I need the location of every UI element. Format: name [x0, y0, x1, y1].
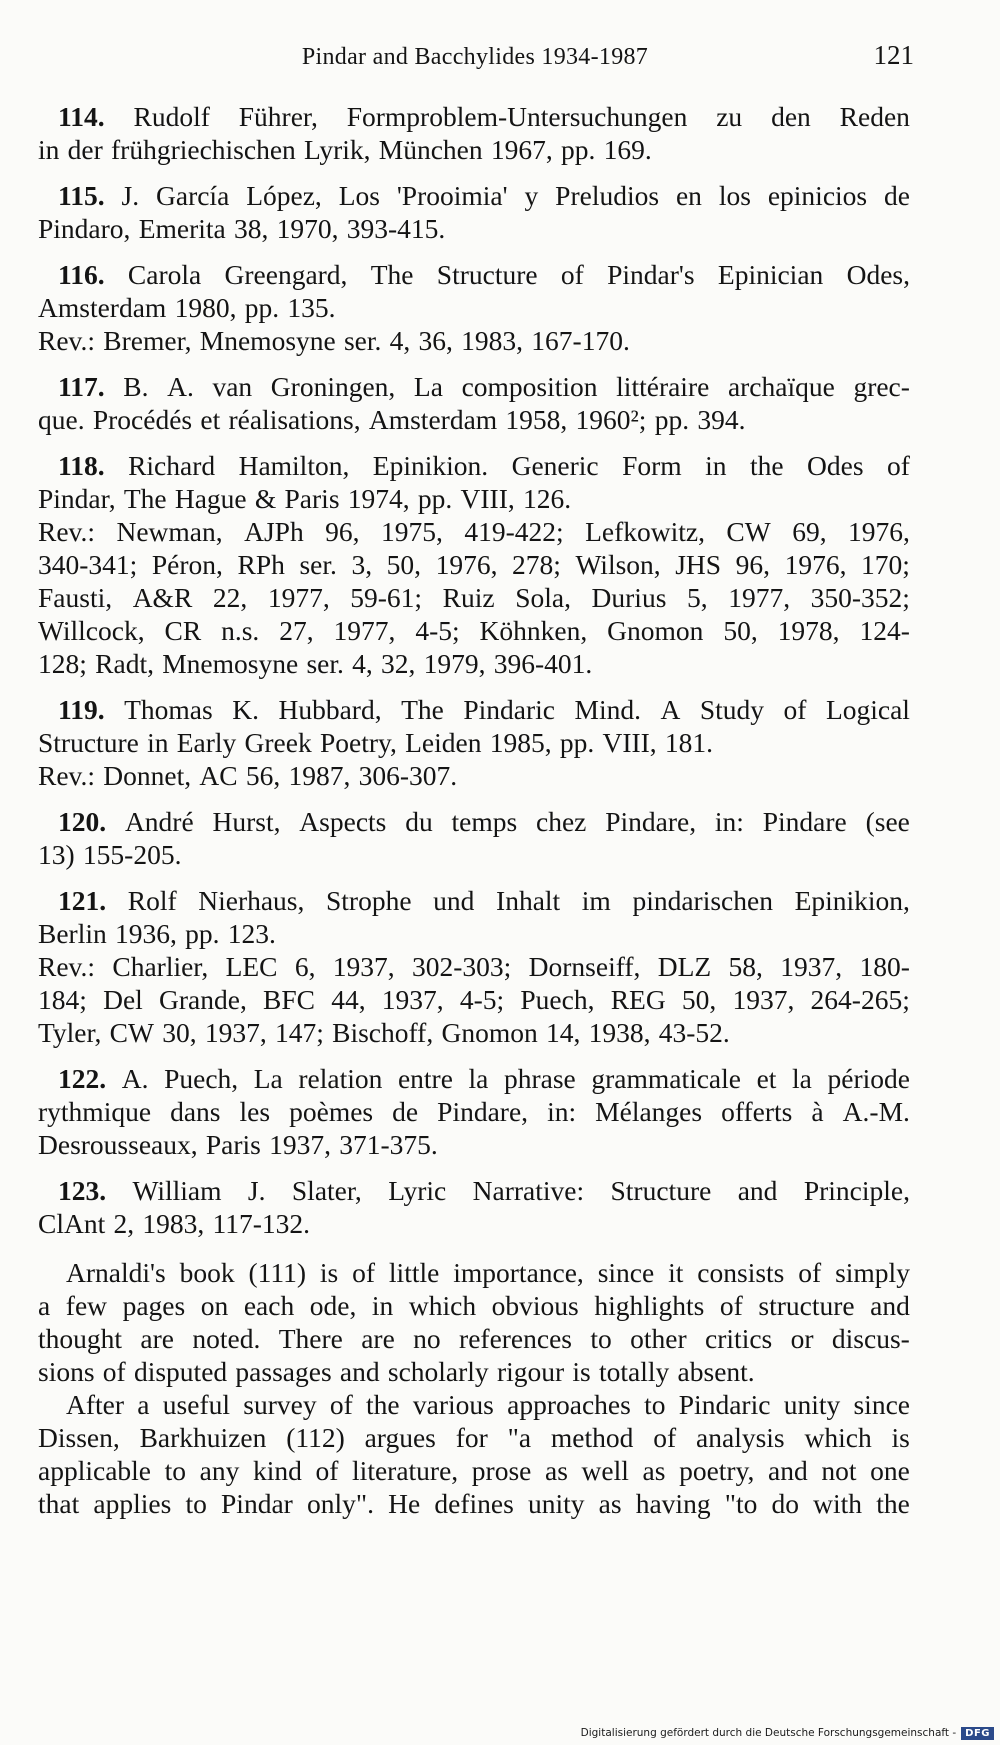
entry-line: Rev.: Donnet, AC 56, 1987, 306-307.: [38, 760, 458, 791]
paragraph: [38, 1388, 910, 1520]
bibliography-entry: [38, 179, 910, 245]
bibliography-entry: [38, 370, 910, 436]
page-number: 121: [873, 40, 914, 70]
bibliography-entry: [38, 805, 910, 871]
entry-first-line: 120. André Hurst, Aspects du temps chez Pindare, in: Pindare (see: [58, 806, 910, 837]
entry-first-line: 114. Rudolf Führer, Formproblem-Untersuchungen zu den Reden: [58, 101, 910, 132]
page-header: [40, 40, 914, 80]
entry-line: Pindaro, Emerita 38, 1970, 393-415.: [38, 213, 446, 244]
bibliography-entry: [38, 693, 910, 792]
paragraph-line: Dissen, Barkhuizen (112) argues for "a method of analysis which is: [38, 1422, 910, 1453]
bibliography-entry: [38, 100, 910, 166]
dfg-logo: DFG: [961, 1727, 994, 1740]
entry-first-line: 123. William J. Slater, Lyric Narrative: Structure and Principle,: [58, 1175, 910, 1206]
paragraph-line: a few pages on each ode, in which obvious highlights of structure and: [38, 1290, 910, 1321]
entry-line: 13) 155-205.: [38, 839, 182, 870]
entry-first-line: 119. Thomas K. Hubbard, The Pindaric Mind. A Study of Logical: [58, 694, 910, 725]
entry-line: Structure in Early Greek Poetry, Leiden 1985, pp. VIII, 181.: [38, 727, 714, 758]
paragraph-line: After a useful survey of the various approaches to Pindaric unity since: [66, 1389, 910, 1420]
bibliography-entry: [38, 1062, 910, 1161]
entry-first-line: 117. B. A. van Groningen, La composition littéraire archaïque grec-: [58, 371, 910, 402]
page-body: [38, 100, 910, 1520]
running-title: Pindar and Bacchylides 1934-1987: [301, 44, 649, 70]
entry-line: Amsterdam 1980, pp. 135.: [38, 292, 336, 323]
bibliography-entry: [38, 1174, 910, 1240]
entry-first-line: 121. Rolf Nierhaus, Strophe und Inhalt im pindarischen Epinikion,: [58, 885, 910, 916]
entry-line: Willcock, CR n.s. 27, 1977, 4-5; Köhnken, Gnomon 50, 1978, 124-: [38, 615, 910, 646]
entry-line: que. Procédés et réalisations, Amsterdam 1958, 1960²; pp. 394.: [38, 404, 746, 435]
entry-first-line: 118. Richard Hamilton, Epinikion. Generic Form in the Odes of: [58, 450, 910, 481]
entry-line: Fausti, A&R 22, 1977, 59-61; Ruiz Sola, Durius 5, 1977, 350-352;: [38, 582, 910, 613]
entry-first-line: 116. Carola Greengard, The Structure of Pindar's Epinician Odes,: [58, 259, 910, 290]
entry-line: ClAnt 2, 1983, 117-132.: [38, 1208, 310, 1239]
entry-line: Rev.: Newman, AJPh 96, 1975, 419-422; Lefkowitz, CW 69, 1976,: [38, 516, 910, 547]
entry-line: 128; Radt, Mnemosyne ser. 4, 32, 1979, 396-401.: [38, 648, 593, 679]
entry-line: Pindar, The Hague & Paris 1974, pp. VIII, 126.: [38, 483, 572, 514]
paragraph-line: that applies to Pindar only". He defines unity as having "to do with the: [38, 1488, 910, 1519]
entry-line: Rev.: Charlier, LEC 6, 1937, 302-303; Dornseiff, DLZ 58, 1937, 180-: [38, 951, 910, 982]
paragraph: [38, 1256, 910, 1388]
bibliography-entry: [38, 449, 910, 680]
bibliography-list: [38, 100, 910, 1240]
footer-credit: Digitalisierung gefördert durch die Deutsche Forschungsgemeinschaft -: [580, 1727, 957, 1739]
entry-first-line: 122. A. Puech, La relation entre la phrase grammaticale et la période: [58, 1063, 910, 1094]
entry-line: 184; Del Grande, BFC 44, 1937, 4-5; Puech, REG 50, 1937, 264-265;: [38, 984, 910, 1015]
entry-line: in der frühgriechischen Lyrik, München 1967, pp. 169.: [38, 134, 652, 165]
digitization-footer: [581, 1723, 994, 1743]
commentary-text: [38, 1256, 910, 1520]
paragraph-line: Arnaldi's book (111) is of little importance, since it consists of simply: [66, 1257, 910, 1288]
entry-line: Desrousseaux, Paris 1937, 371-375.: [38, 1129, 438, 1160]
entry-line: Tyler, CW 30, 1937, 147; Bischoff, Gnomon 14, 1938, 43-52.: [38, 1017, 730, 1048]
entry-first-line: 115. J. García López, Los 'Prooimia' y Preludios en los epinicios de: [58, 180, 910, 211]
entry-line: Berlin 1936, pp. 123.: [38, 918, 276, 949]
entry-line: Rev.: Bremer, Mnemosyne ser. 4, 36, 1983, 167-170.: [38, 325, 630, 356]
paragraph-line: applicable to any kind of literature, prose as well as poetry, and not one: [38, 1455, 910, 1486]
bibliography-entry: [38, 258, 910, 357]
paragraph-line: thought are noted. There are no references to other critics or discus-: [38, 1323, 910, 1354]
entry-line: rythmique dans les poèmes de Pindare, in: Mélanges offerts à A.-M.: [38, 1096, 910, 1127]
entry-line: 340-341; Péron, RPh ser. 3, 50, 1976, 278; Wilson, JHS 96, 1976, 170;: [38, 549, 910, 580]
bibliography-entry: [38, 884, 910, 1049]
paragraph-line: sions of disputed passages and scholarly rigour is totally absent.: [38, 1356, 755, 1387]
